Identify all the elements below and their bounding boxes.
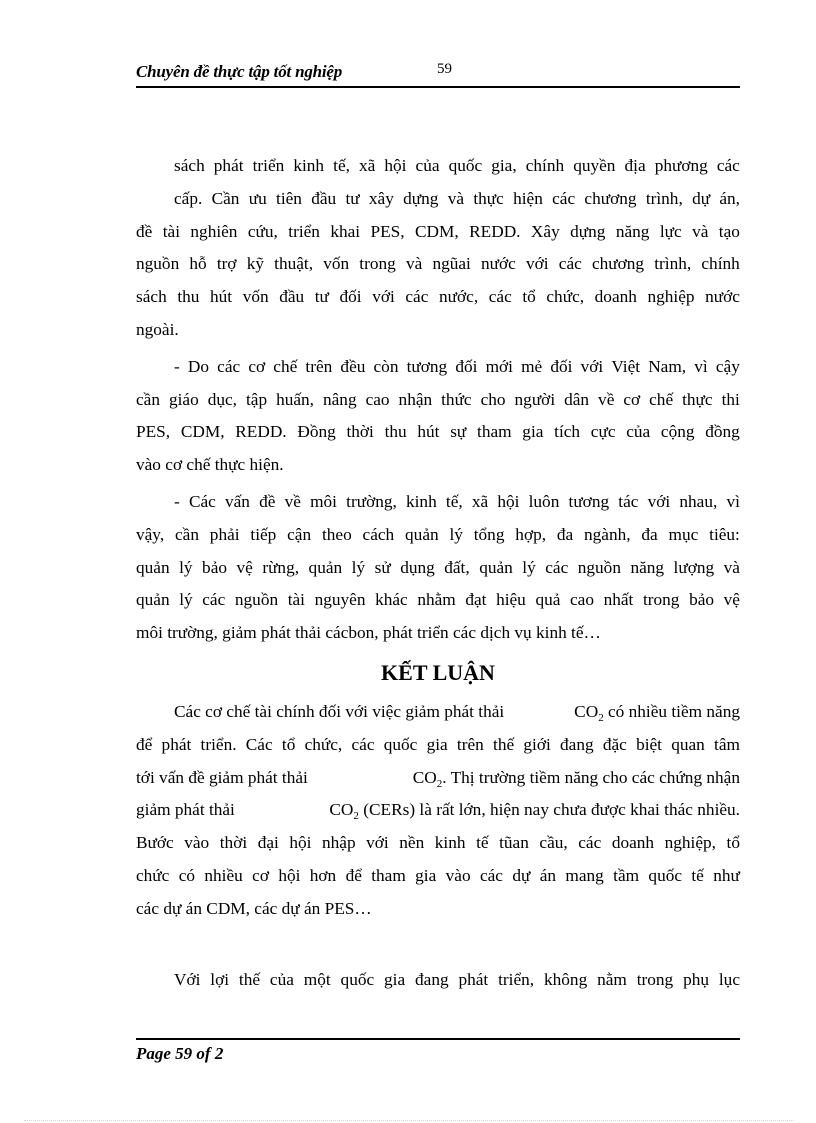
footer-page-label: Page 59 of 2 (136, 1044, 224, 1063)
paragraph-1 (136, 150, 740, 347)
co2-formula: $CO_2$. Thị trường tiềm năng cho các chứng nhận (412, 767, 740, 790)
paragraph-4 (136, 696, 740, 926)
text-line: cần giáo dục, tập huấn, nâng cao nhận thức cho người dân về cơ chế thực thi (136, 389, 740, 409)
co2-formula: $CO_2$ (CERs) là rất lớn, hiện nay chưa được khai thác nhiều. (329, 800, 740, 823)
text-line: Bước vào thời đại hội nhập với nền kinh tế tũan cầu, các doanh nghiệp, tổ (136, 833, 740, 853)
text-line: quản lý bảo vệ rừng, quản lý sử dụng đất, quản lý các nguồn năng lượng và (136, 557, 740, 577)
text-line: ngoài. (136, 319, 179, 339)
paragraph-5 (136, 964, 740, 997)
page-header (136, 60, 740, 88)
co2-formula: $CO_2$ có nhiều tiềm năng (574, 701, 740, 724)
header-title: Chuyên đề thực tập tốt nghiệp (136, 62, 343, 81)
page-footer (136, 1038, 740, 1063)
text-line: Với lợi thế của một quốc gia đang phát triển, không nằm trong phụ lục (174, 969, 740, 989)
document-body (136, 150, 740, 996)
text-segment: Các cơ chế tài chính đối với việc giảm phát thải (174, 701, 505, 721)
page-edge-divider (24, 1120, 794, 1121)
text-line: vào cơ chế thực hiện. (136, 455, 284, 475)
text-segment: tới vấn đề giảm phát thải (136, 767, 308, 787)
text-line: chức có nhiều cơ hội hơn để tham gia vào các dự án mang tầm quốc tế như (136, 865, 740, 885)
text-line (136, 762, 740, 795)
text-line (136, 794, 740, 827)
text-line: vậy, cần phải tiếp cận theo cách quản lý tổng hợp, đa ngành, đa mục tiêu: (136, 524, 740, 544)
text-line: - Các vấn đề về môi trường, kinh tế, xã hội luôn tương tác với nhau, vì (174, 491, 740, 511)
header-page-number: 59 (437, 61, 452, 77)
text-line: các dự án CDM, các dự án PES… (136, 898, 372, 918)
text-line: cấp. Cần ưu tiên đầu tư xây dựng và thực hiện các chương trình, dự án, (174, 188, 740, 208)
text-line: sách thu hút vốn đầu tư đối với các nước, các tổ chức, doanh nghiệp nước (136, 287, 740, 307)
text-segment: giảm phát thải (136, 800, 235, 820)
text-line: - Do các cơ chế trên đều còn tương đối mới mẻ đối với Việt Nam, vì cậy (174, 356, 740, 376)
text-line: PES, CDM, REDD. Đồng thời thu hút sự tham gia tích cực của cộng đồng (136, 422, 740, 442)
text-line: nguồn hỗ trợ kỹ thuật, vốn trong và ngũai nước với các chương trình, chính (136, 254, 740, 274)
text-line: quản lý các nguồn tài nguyên khác nhằm đạt hiệu quả cao nhất trong bảo vệ (136, 590, 740, 610)
paragraph-2 (136, 351, 740, 482)
text-line: sách phát triển kinh tế, xã hội của quốc gia, chính quyền địa phương các (174, 156, 740, 175)
section-heading: KẾT LUẬN (381, 659, 495, 685)
text-line: để phát triển. Các tổ chức, các quốc gia trên thế giới đang đặc biệt quan tâm (136, 734, 740, 754)
text-line: môi trường, giảm phát thải cácbon, phát triển các dịch vụ kinh tế… (136, 623, 601, 643)
text-line (136, 696, 740, 729)
text-line: đề tài nghiên cứu, triển khai PES, CDM, REDD. Xây dựng năng lực và tạo (136, 221, 740, 241)
paragraph-3 (136, 486, 740, 650)
